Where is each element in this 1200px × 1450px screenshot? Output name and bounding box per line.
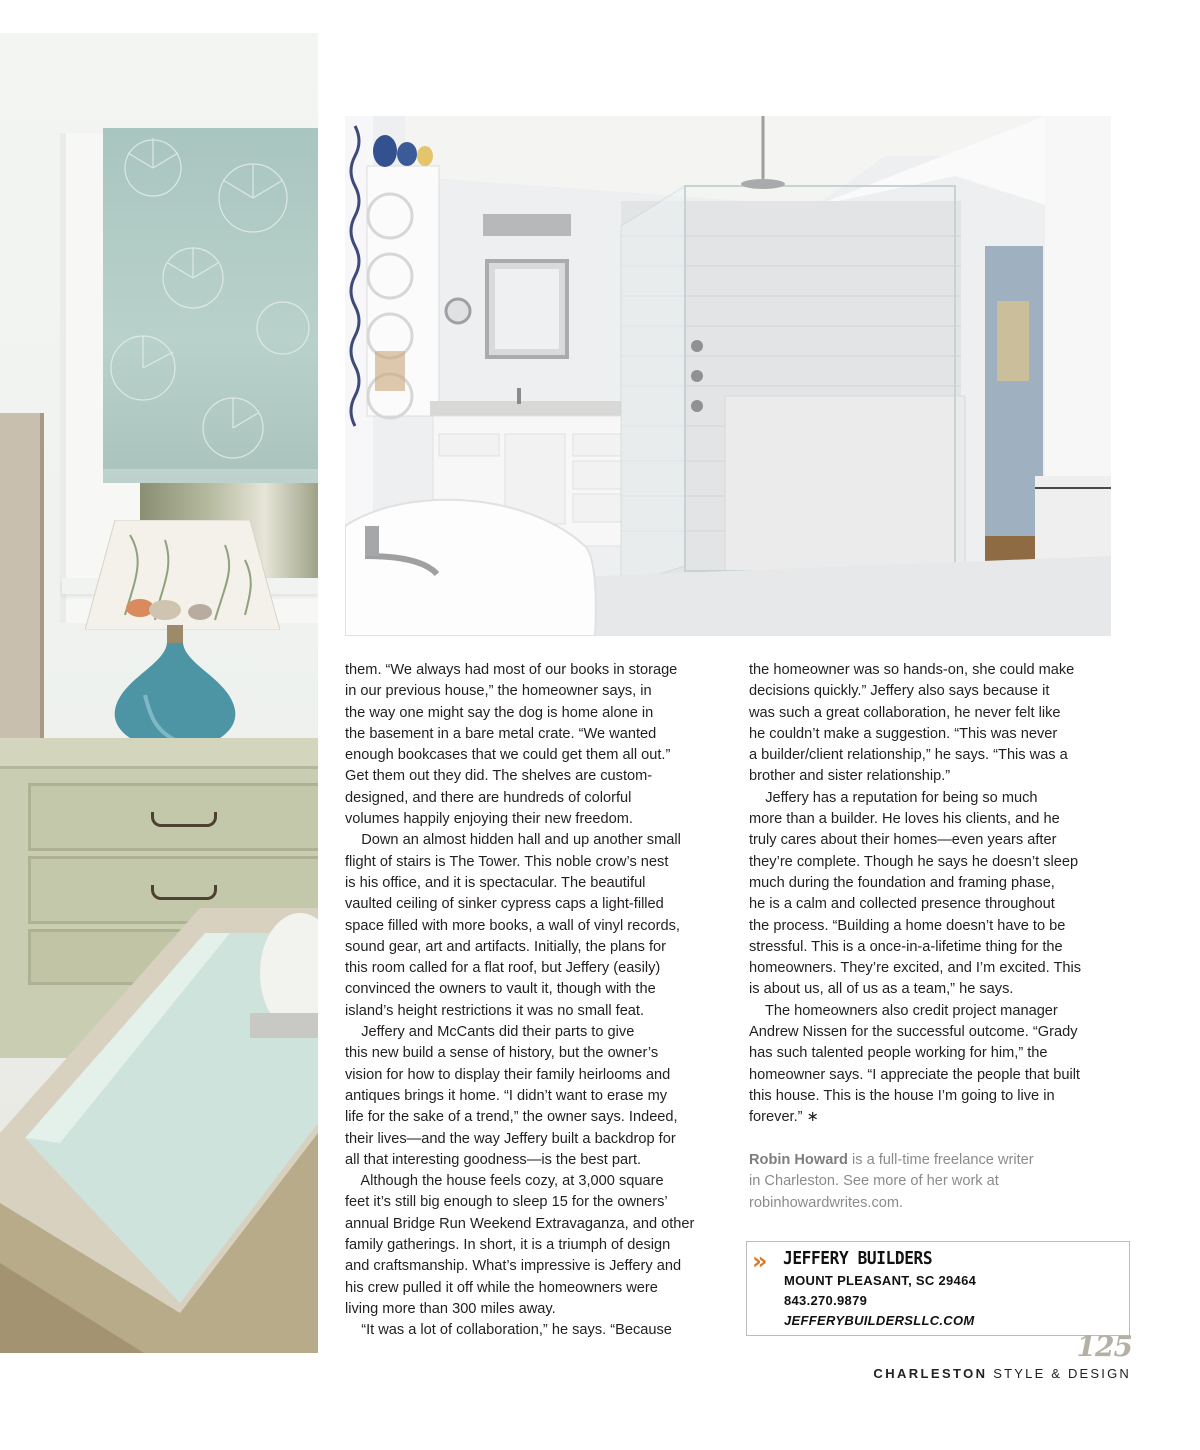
article-line: island’s height restrictions it was no small feat. [345,1002,645,1019]
article-line: his crew pulled it off while the homeowners were [345,1279,658,1296]
article-line: life for the sake of a trend,” the owner says. Indeed, [345,1109,678,1126]
article-line: all that interesting goodness—is the best part. [345,1151,642,1168]
article-line: Although the house feels cozy, at 3,000 square [345,1173,664,1190]
article-line: them. “We always had most of our books in storage [345,662,678,678]
article-line: Jeffery has a reputation for being so much [749,789,1038,806]
article-line: the basement in a bare metal crate. “We wanted [345,725,657,742]
article-line: a builder/client relationship,” he says. “This was a [749,747,1068,764]
article-line: stressful. This is a once-in-a-lifetime thing for the [749,938,1063,955]
article-line: decisions quickly.” Jeffery also says because it [749,683,1050,700]
article-line: and craftsmanship. What’s impressive is Jeffery and [345,1258,682,1275]
article-line: flight of stairs is The Tower. This noble crow’s nest [345,853,669,870]
company-name: JEFFERY BUILDERS [783,1249,933,1269]
article-line: homeowner says. “I appreciate the people that built [749,1066,1080,1083]
article-line: is about us, all of us as a team,” he says. [749,981,1014,998]
article-line: “It was a lot of collaboration,” he says. “Because [345,1322,672,1339]
company-phone[interactable]: 843.270.9879 [784,1293,868,1308]
article-line: truly cares about their homes—even years after [749,832,1057,849]
article-line: volumes happily enjoying their new freedom. [345,811,633,828]
magazine-name-rest: STYLE & DESIGN [987,1366,1131,1381]
article-line: has such talented people working for him,” the [749,1045,1048,1062]
article-line: space filled with more books, a wall of vinyl records, [345,917,680,934]
company-address: MOUNT PLEASANT, SC 29464 [784,1273,977,1288]
author-name: Robin Howard [749,1152,848,1168]
article-line: was such a great collaboration, he never felt like [749,704,1061,721]
article-line: much during the foundation and framing phase, [749,874,1055,891]
bio-line-2: in Charleston. See more of her work at [749,1173,999,1190]
article-line: designed, and there are hundreds of colorful [345,789,632,806]
article-column-2 [749,660,1134,1129]
magazine-name-bold: CHARLESTON [873,1366,988,1381]
company-website[interactable]: JEFFERYBUILDERSLLC.COM [784,1313,975,1328]
lampshade [85,520,280,630]
article-line: sound gear, art and artifacts. Initially, the plans for [345,938,666,955]
article-line: the way one might say the dog is home alone in [345,704,654,721]
page-number: 125 [1076,1330,1132,1363]
builder-contact-box [746,1241,1130,1336]
article-line: The homeowners also credit project manager [749,1002,1058,1019]
article-line: antiques brings it home. “I didn’t want to erase my [345,1087,668,1104]
article-line: vaulted ceiling of sinker cypress caps a light-filled [345,896,664,913]
magazine-footer [873,1366,1131,1381]
article-line: family gatherings. In short, it is a triumph of design [345,1237,671,1254]
article-line: this room called for a flat roof, but Jeffery (easily) [345,960,661,977]
article-line: the process. “Building a home doesn’t have to be [749,917,1066,934]
article-line: in our previous house,” the homeowner says, in [345,683,652,700]
chevron-right-icon: » [752,1247,761,1275]
article-line: the homeowner was so hands-on, she could make [749,662,1075,678]
article-line: feet it’s still big enough to sleep 15 for the owners’ [345,1194,668,1211]
bedroom-photo [0,33,318,1353]
article-line: this new build a sense of history, but the owner’s [345,1045,659,1062]
bio-line-1: is a full-time freelance writer [847,1152,1034,1168]
author-bio [749,1150,1034,1214]
article-line: enough bookcases that we could get them all out.” [345,747,671,764]
article-line: forever.” ∗ [749,1109,819,1126]
article-line: Andrew Nissen for the successful outcome. “Grady [749,1024,1078,1041]
article-line: living more than 300 miles away. [345,1300,556,1317]
article-line: vision for how to display their family heirlooms and [345,1066,671,1083]
article-line: he couldn’t make a suggestion. “This was never [749,725,1058,742]
article-line: Down an almost hidden hall and up another small [345,832,681,849]
article-line: brother and sister relationship.” [749,768,951,785]
article-line: this house. This is the house I’m going to live in [749,1087,1055,1104]
mirrored-nightstand [0,903,318,1353]
article-line: he is a calm and collected presence throughout [749,896,1055,913]
article-line: their lives—and the way Jeffery built a backdrop for [345,1130,676,1147]
article-line: Get them out they did. The shelves are custom- [345,768,653,785]
article-column-1 [345,660,730,1342]
article-line: is his office, and it is spectacular. The beautiful [345,874,646,891]
bathroom-photo [345,116,1111,636]
article-line: homeowners. They’re excited, and I’m excited. This [749,960,1082,977]
article-line: they’re complete. Though he says he doesn’t sleep [749,853,1079,870]
article-line: convinced the owners to vault it, though with the [345,981,656,998]
bio-website: robinhowardwrites.com. [749,1194,904,1211]
shade-floral-pattern [103,128,318,483]
article-line: more than a builder. He loves his clients, and he [749,811,1060,828]
article-line: Jeffery and McCants did their parts to give [345,1024,635,1041]
article-line: annual Bridge Run Weekend Extravaganza, and other [345,1215,695,1232]
